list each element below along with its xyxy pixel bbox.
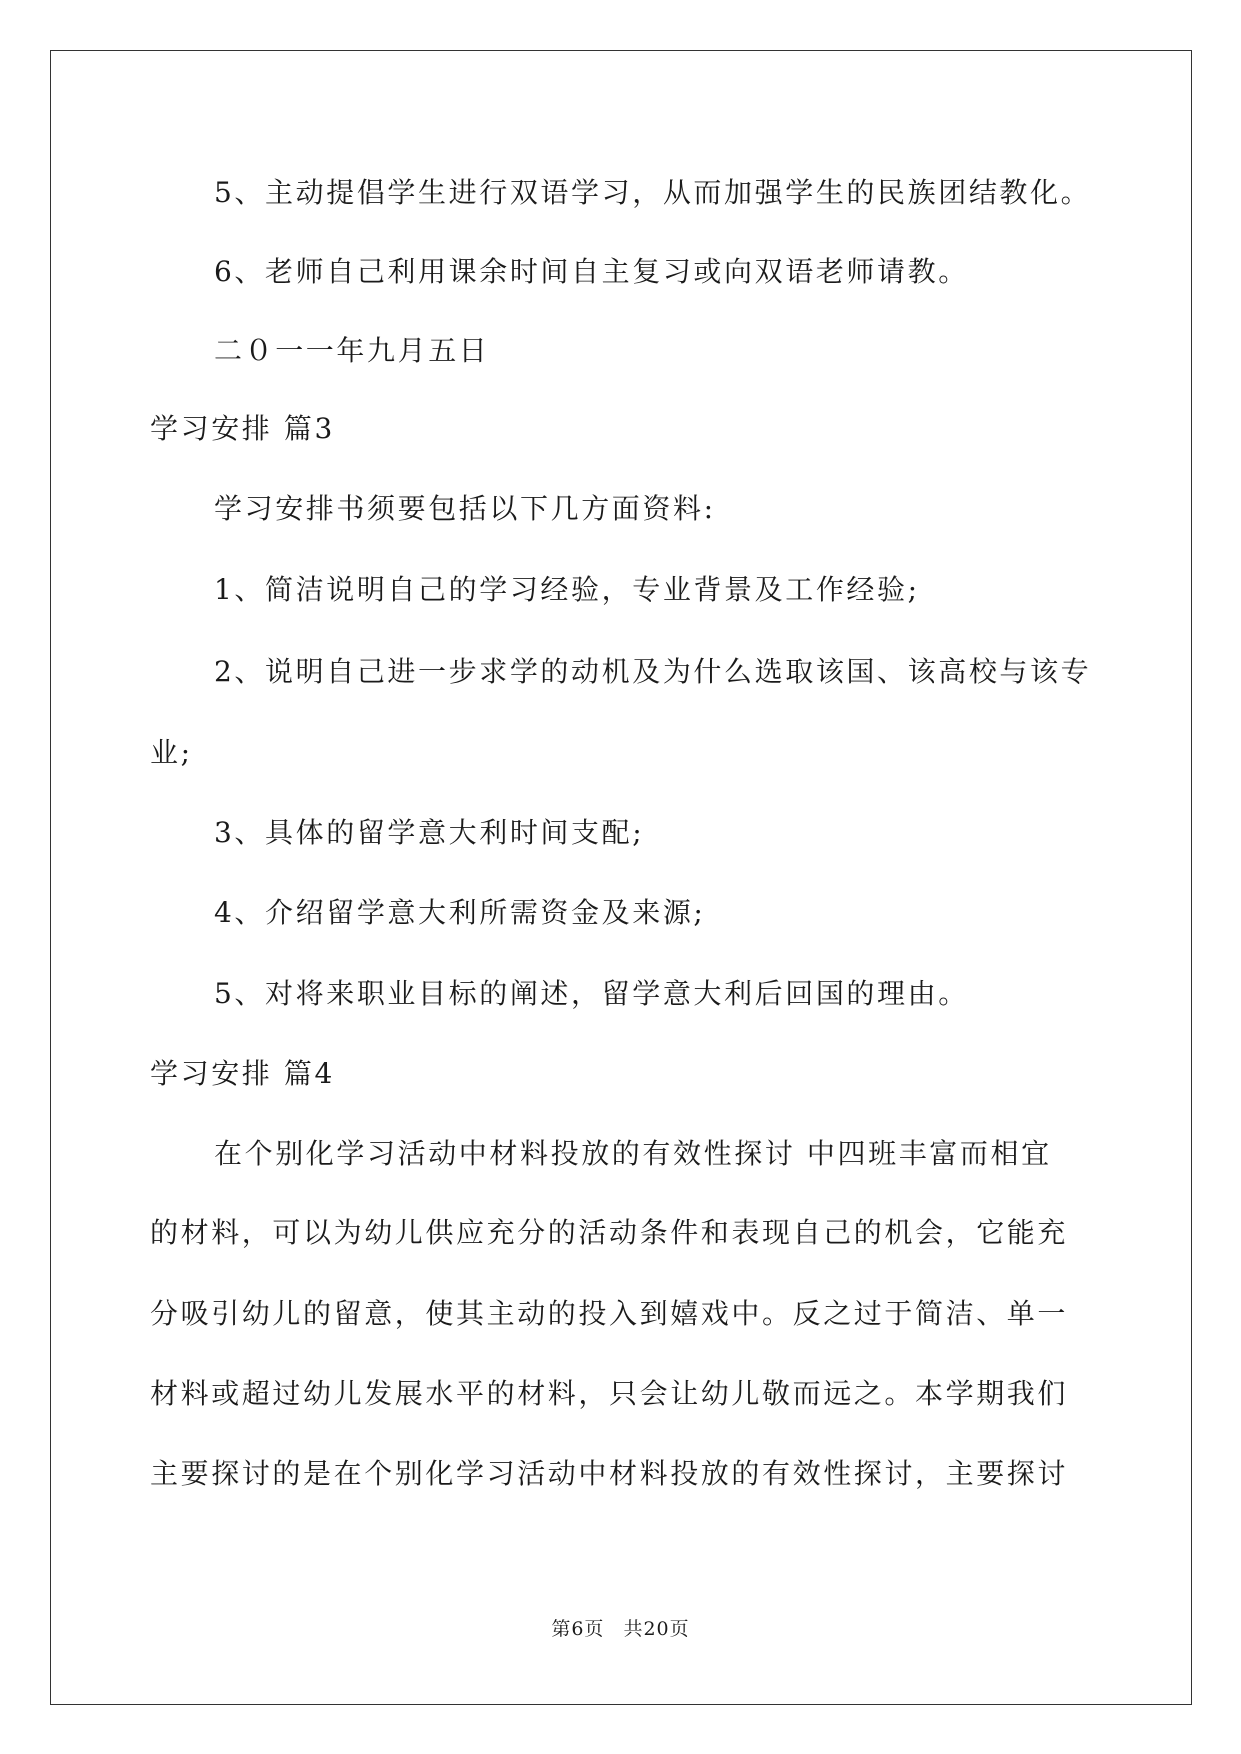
date-line: 二０一一年九月五日 xyxy=(214,334,490,367)
section-4-paragraph-line: 分吸引幼儿的留意，使其主动的投入到嬉戏中。反之过于简洁、单一 xyxy=(150,1297,1069,1330)
section-3-item-3: 3、具体的留学意大利时间支配; xyxy=(214,816,645,849)
section-4-paragraph-line: 主要探讨的是在个别化学习活动中材料投放的有效性探讨，主要探讨 xyxy=(150,1457,1069,1490)
section-3-item-4: 4、介绍留学意大利所需资金及来源; xyxy=(214,896,706,929)
section-heading-4: 学习安排 篇4 xyxy=(150,1057,335,1090)
section-3-item-2-cont: 业; xyxy=(150,736,193,769)
section-heading-3: 学习安排 篇3 xyxy=(150,412,335,445)
item-5-bilingual: 5、主动提倡学生进行双语学习，从而加强学生的民族团结教化。 xyxy=(214,176,1092,209)
page-footer xyxy=(0,1617,1241,1641)
section-4-paragraph-line: 的材料，可以为幼儿供应充分的活动条件和表现自己的机会，它能充 xyxy=(150,1216,1069,1249)
item-6-teacher-review: 6、老师自己利用课余时间自主复习或向双语老师请教。 xyxy=(214,255,969,288)
section-3-item-5: 5、对将来职业目标的阐述，留学意大利后回国的理由。 xyxy=(214,977,969,1010)
section-4-paragraph-line: 在个别化学习活动中材料投放的有效性探讨 中四班丰富而相宜 xyxy=(214,1137,1052,1170)
section-4-paragraph-line: 材料或超过幼儿发展水平的材料，只会让幼儿敬而远之。本学期我们 xyxy=(150,1377,1069,1410)
section-3-item-1: 1、简洁说明自己的学习经验，专业背景及工作经验; xyxy=(214,573,920,606)
page-number: 第6页 xyxy=(551,1618,605,1640)
total-pages: 共20页 xyxy=(623,1618,690,1640)
section-3-item-2: 2、说明自己进一步求学的动机及为什么选取该国、该高校与该专 xyxy=(214,655,1092,688)
section-3-intro: 学习安排书须要包括以下几方面资料: xyxy=(214,492,716,525)
